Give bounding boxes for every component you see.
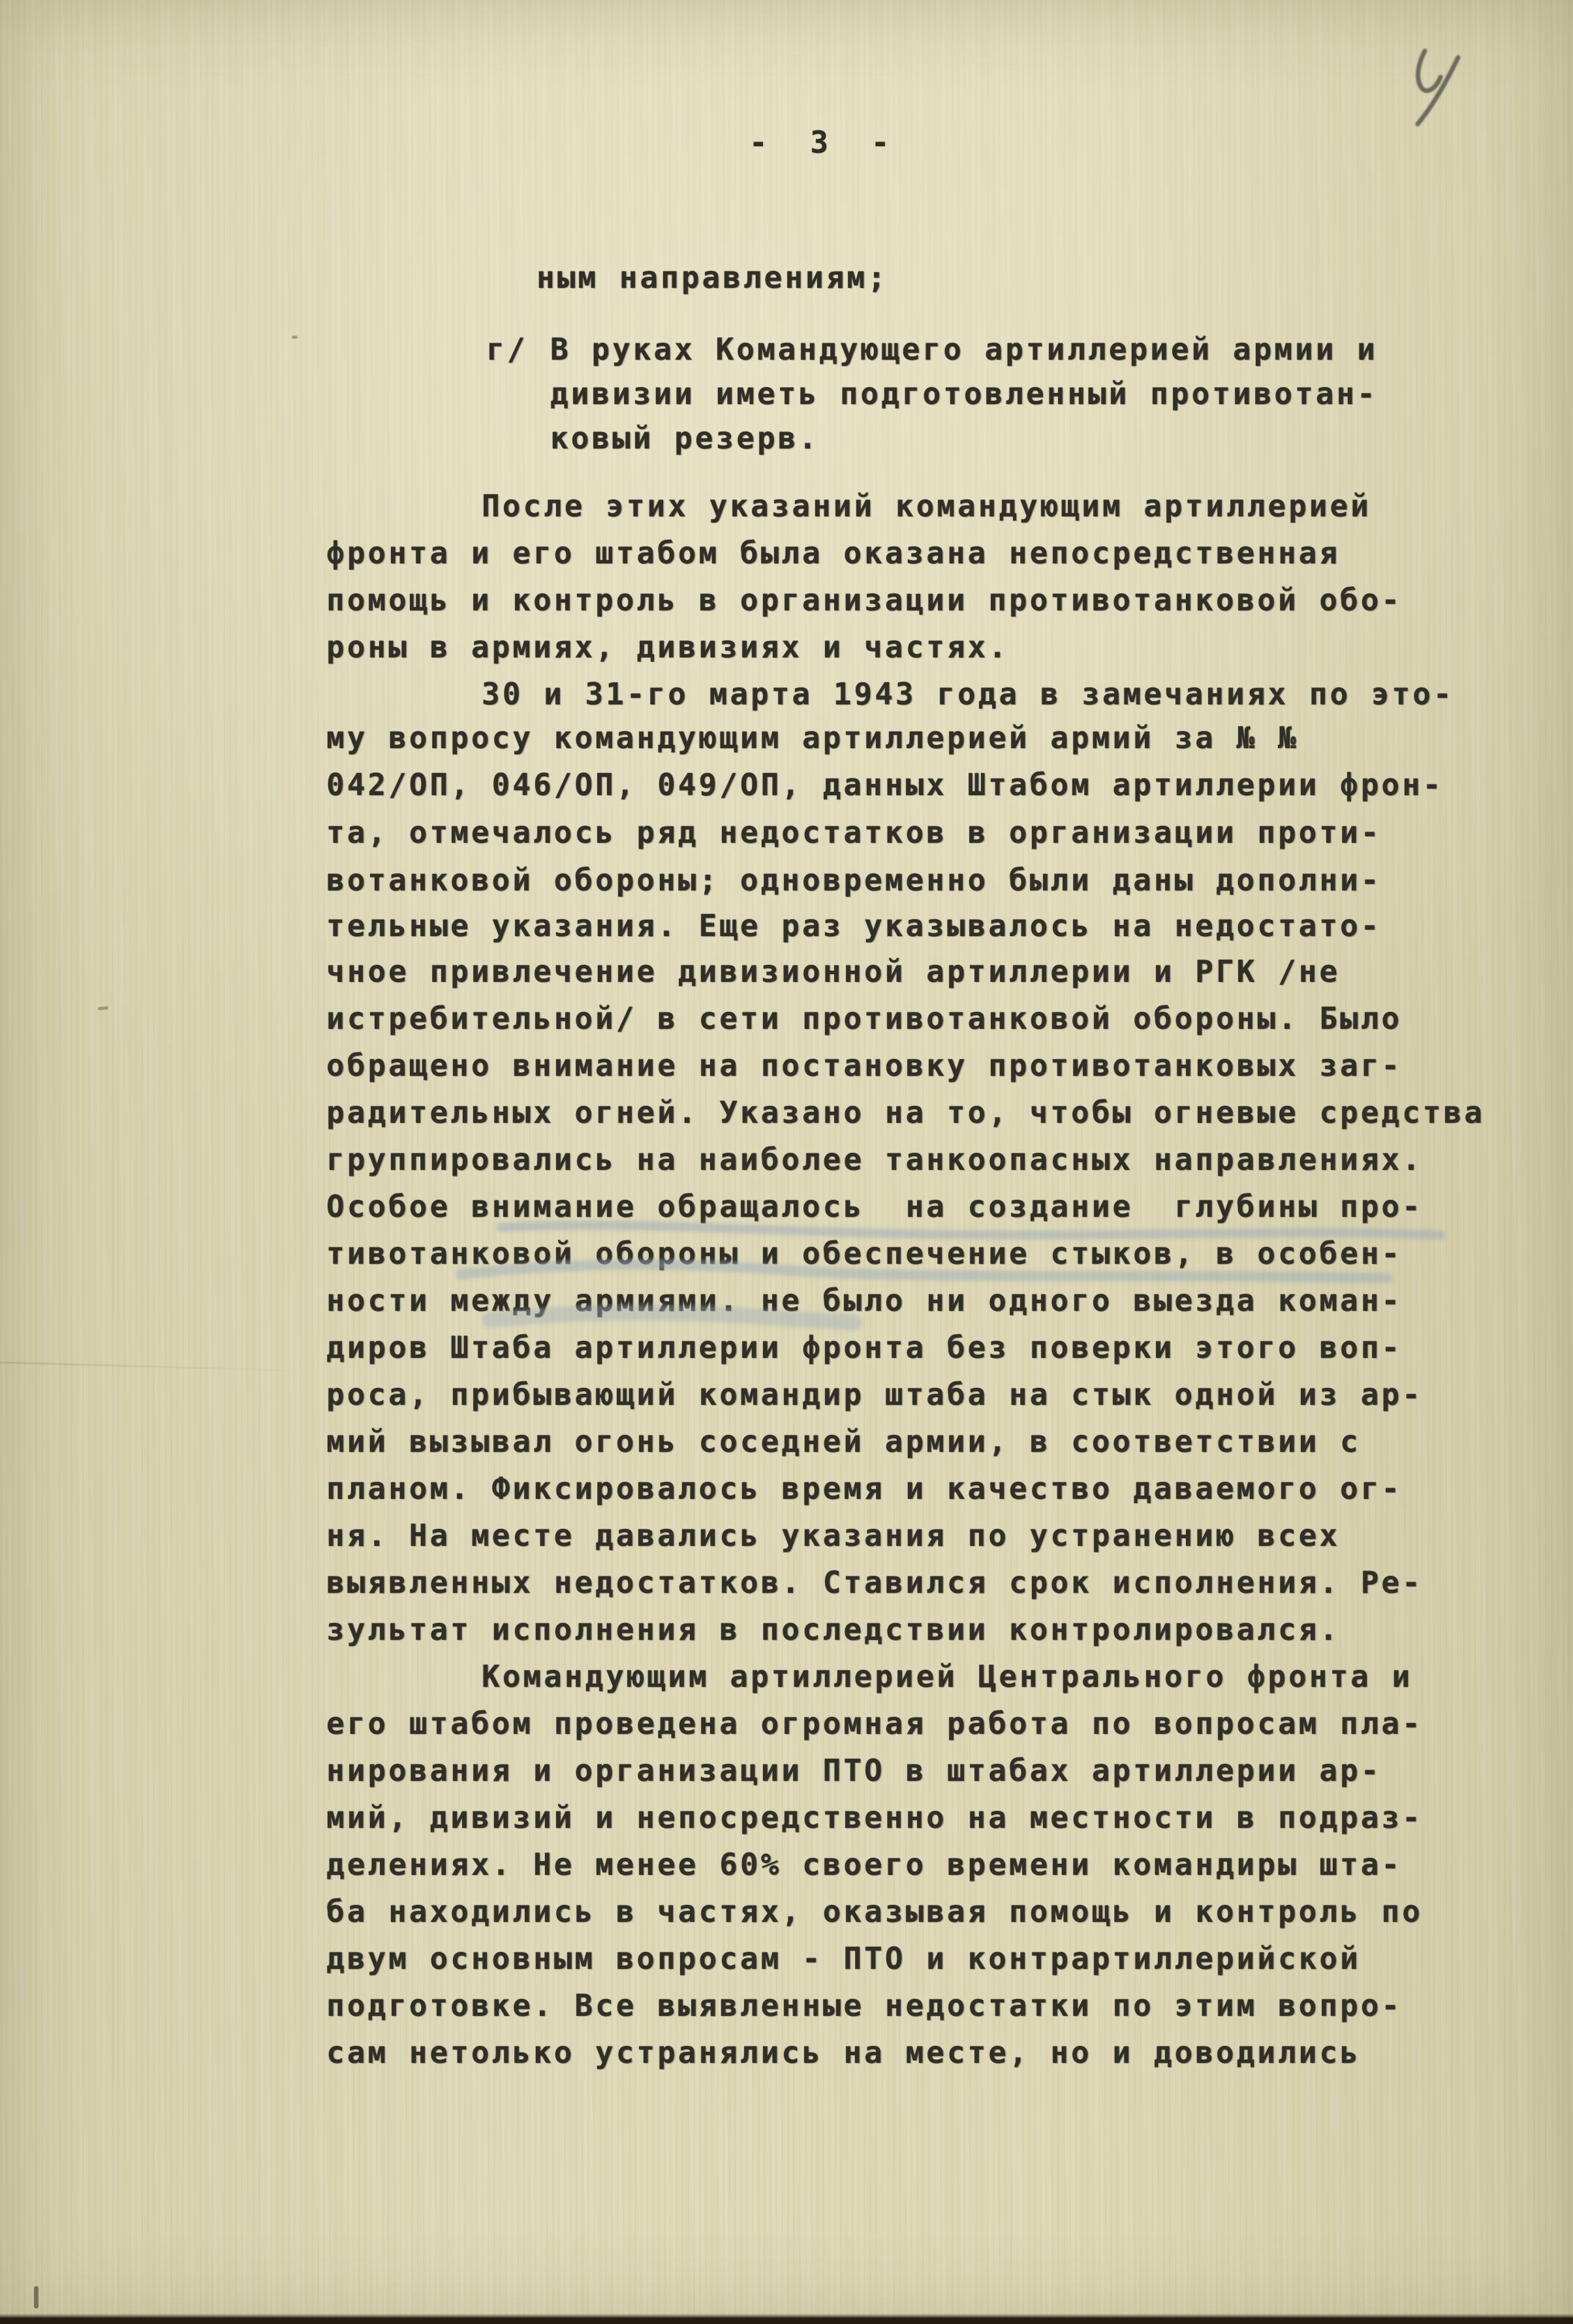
text-line: планом. Фиксировалось время и качество даваемого ог- (326, 1471, 1403, 1506)
text-line: вотанковой обороны; одновременно были даны дополни- (326, 862, 1382, 898)
text-line: ным направлениям; (537, 260, 888, 295)
text-line: ковый резерв. (550, 420, 820, 456)
text-line: тельные указания. Еще раз указывалось на недостато- (326, 908, 1382, 943)
text-line: делениях. Не менее 60% своего времени командиры шта- (326, 1847, 1403, 1882)
text-line: двум основным вопросам - ПТО и контрартиллерийской (326, 1941, 1361, 1976)
text-line: чное привлечение дивизионной артиллерии и РГК /не (326, 954, 1341, 989)
text-line: выявленных недостатков. Ставился срок исполнения. Ре- (326, 1565, 1423, 1600)
scan-bottom-edge (0, 2314, 1573, 2324)
text-line: роса, прибывающий командир штаба на стык одной из ар- (326, 1377, 1423, 1412)
text-line: ня. На месте давались указания по устранению всех (326, 1518, 1341, 1553)
text-line: 042/ОП, 046/ОП, 049/ОП, данных Штабом артиллерии фрон- (326, 767, 1444, 802)
paper-speck (292, 336, 298, 339)
text-line: му вопросу командующим артиллерией армий за № № (326, 720, 1299, 755)
text-line: Командующим артиллерией Центрального фронта и (482, 1659, 1413, 1694)
text-line: зультат исполнения в последствии контролировался. (326, 1612, 1341, 1647)
text-line: мий, дивизий и непосредственно на местности в подраз- (326, 1800, 1423, 1835)
text-line: После этих указаний командующим артиллерией (482, 488, 1371, 524)
text-line: та, отмечалось ряд недостатков в организации проти- (326, 815, 1382, 850)
page-number: - 3 - (749, 125, 892, 160)
text-line: подготовке. Все выявленные недостатки по этим вопро- (326, 1988, 1403, 2023)
text-line: обращено внимание на постановку противотанковых заг- (326, 1048, 1403, 1083)
text-line: роны в армиях, дивизиях и частях. (326, 629, 1009, 665)
text-line: истребительной/ в сети противотанковой обороны. Было (326, 1001, 1403, 1036)
text-line: 30 и 31-го марта 1943 года в замечаниях по это- (482, 676, 1454, 712)
text-line: г/ В руках Командующего артиллерией армии и (486, 332, 1378, 367)
text-line: его штабом проведена огромная работа по вопросам пла- (326, 1706, 1423, 1741)
text-line: Особое внимание обращалось на создание глубины про- (326, 1189, 1423, 1224)
text-line: помощь и контроль в организации противотанковой обо- (326, 582, 1403, 618)
text-line: сам нетолько устранялись на месте, но и доводились (326, 2035, 1361, 2070)
text-line: диров Штаба артиллерии фронта без поверки этого воп- (326, 1330, 1403, 1365)
text-line: дивизии иметь подготовленный противотан- (550, 376, 1378, 411)
text-line: ба находились в частях, оказывая помощь и контроль по (326, 1894, 1423, 1929)
text-line: ности между армиями. не было ни одного выезда коман- (326, 1283, 1403, 1318)
text-line: тивотанковой обороны и обеспечение стыков, в особен- (326, 1236, 1403, 1271)
text-line: группировались на наиболее танкоопасных направлениях. (326, 1142, 1423, 1177)
text-line: мий вызывал огонь соседней армии, в соответствии с (326, 1424, 1361, 1459)
text-line: нирования и организации ПТО в штабах артиллерии ар- (326, 1753, 1382, 1788)
list-marker: г/ (486, 332, 528, 367)
paper-speck (34, 2286, 39, 2308)
text-line: фронта и его штабом была оказана непосредственная (326, 535, 1341, 571)
text-line: радительных огней. Указано на то, чтобы огневые средства (326, 1095, 1485, 1130)
